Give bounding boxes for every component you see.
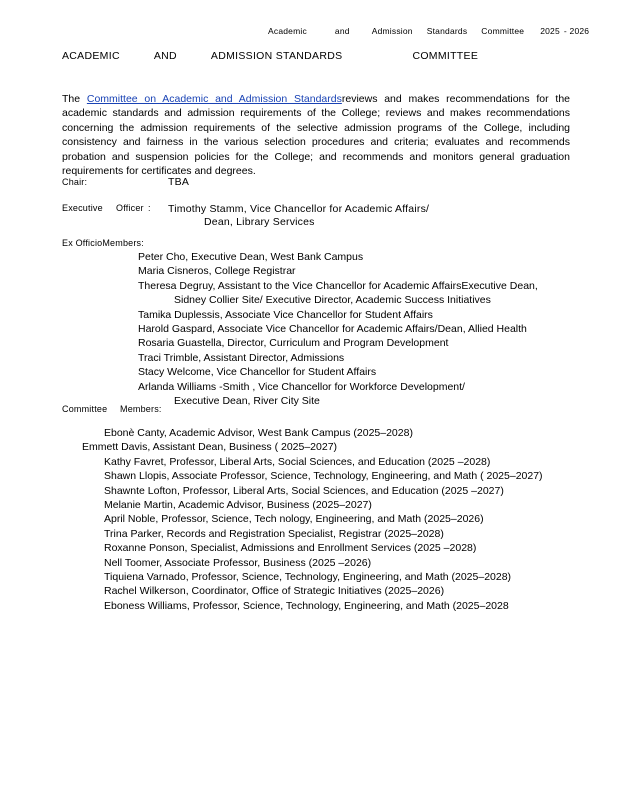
ex-officio-item: Arlanda Williams -Smith , Vice Chancellor for Workforce Development/ bbox=[138, 380, 465, 393]
committee-member-item: Eboness Williams, Professor, Science, Technology, Engineering, and Math (2025–2028 bbox=[104, 599, 509, 612]
running-header-part-6: - 2026 bbox=[563, 26, 590, 36]
committee-members-list bbox=[82, 426, 543, 613]
page-title-part-1: AND bbox=[153, 50, 177, 62]
executive-officer-line1: Timothy Stamm, Vice Chancellor for Academic Affairs/ bbox=[168, 203, 430, 215]
running-header-part-3: Standards bbox=[426, 26, 468, 36]
committee-link[interactable]: Committee on Academic and Admission Standards bbox=[86, 92, 342, 105]
committee-member-item: Rachel Wilkerson, Coordinator, Office of Strategic Initiatives (2025–2026) bbox=[104, 585, 445, 598]
ex-officio-item: Theresa Degruy, Assistant to the Vice Chancellor for Academic AffairsExecutive Dean, bbox=[138, 279, 538, 292]
committee-member-item: Tiquiena Varnado, Professor, Science, Technology, Engineering, and Math (2025–2028) bbox=[104, 571, 512, 584]
ex-officio-list bbox=[138, 250, 538, 408]
running-header-part-2: Admission bbox=[371, 26, 413, 36]
executive-officer-label2: Officer bbox=[116, 203, 144, 213]
chair-value: TBA bbox=[168, 176, 190, 188]
running-header-part-4: Committee bbox=[481, 26, 525, 36]
intro-prefix: The bbox=[62, 92, 87, 105]
committee-member-item: Kathy Favret, Professor, Liberal Arts, Social Sciences, and Education (2025 –2028) bbox=[104, 455, 491, 468]
page-title-part-0: ACADEMIC bbox=[62, 50, 120, 62]
running-header bbox=[268, 26, 590, 36]
running-header-part-1: and bbox=[334, 26, 350, 36]
running-header-part-5: 2025 bbox=[540, 26, 560, 36]
intro-body: reviews and makes recommendations for the academic standards and admission requirements of the College; reviews and makes recommendations concerning the admission requirements of the selective admission programs of the College, including consistency and fairness in the various selection procedures and criteria; evaluates and recommends probation and suspension policies for the College; and recommends and monitors general graduation requirements for certificates and degrees. bbox=[62, 92, 570, 178]
page-title bbox=[62, 50, 478, 62]
committee-members-label: Committee bbox=[62, 404, 108, 414]
chair-label: Chair: bbox=[62, 177, 88, 187]
ex-officio-item: Stacy Welcome, Vice Chancellor for Student Affairs bbox=[138, 366, 377, 379]
committee-member-item: Nell Toomer, Associate Professor, Business (2025 –2026) bbox=[104, 556, 372, 569]
committee-member-item: Roxanne Ponson, Specialist, Admissions and Enrollment Services (2025 –2028) bbox=[104, 542, 477, 555]
ex-officio-item: Maria Cisneros, College Registrar bbox=[138, 265, 296, 278]
ex-officio-item: Executive Dean, River City Site bbox=[174, 395, 320, 408]
ex-officio-item: Traci Trimble, Assistant Director, Admissions bbox=[138, 351, 345, 364]
ex-officio-item: Sidney Collier Site/ Executive Director, Academic Success Initiatives bbox=[174, 294, 491, 307]
committee-member-item: Ebonè Canty, Academic Advisor, West Bank Campus (2025–2028) bbox=[104, 427, 413, 439]
intro-paragraph bbox=[62, 92, 570, 180]
ex-officio-item: Peter Cho, Executive Dean, West Bank Campus bbox=[138, 251, 364, 263]
committee-members-label2: Members: bbox=[120, 404, 162, 414]
ex-officio-label: Ex OfficioMembers: bbox=[62, 238, 144, 248]
page-title-part-2: ADMISSION STANDARDS bbox=[210, 50, 343, 62]
running-header-part-0: Academic bbox=[268, 26, 307, 36]
ex-officio-item: Harold Gaspard, Associate Vice Chancellor for Academic Affairs/Dean, Allied Health bbox=[138, 323, 527, 336]
committee-member-item: Melanie Martin, Academic Advisor, Business (2025–2027) bbox=[104, 499, 372, 512]
committee-member-item: April Noble, Professor, Science, Tech nology, Engineering, and Math (2025–2026) bbox=[104, 513, 484, 526]
executive-officer-line2: Dean, Library Services bbox=[204, 216, 315, 228]
executive-officer-colon: : bbox=[148, 203, 151, 213]
committee-member-item: Emmett Davis, Assistant Dean, Business ( 2025–2027) bbox=[82, 441, 338, 454]
committee-member-item: Shawn Llopis, Associate Professor, Science, Technology, Engineering, and Math ( 2025–2027) bbox=[104, 470, 543, 483]
committee-member-item: Shawnte Lofton, Professor, Liberal Arts, Social Sciences, and Education (2025 –2027) bbox=[104, 484, 504, 497]
page-title-part-3: COMMITTEE bbox=[412, 50, 479, 62]
executive-officer-label: Executive bbox=[62, 203, 103, 213]
ex-officio-item: Rosaria Guastella, Director, Curriculum and Program Development bbox=[138, 337, 449, 350]
committee-member-item: Trina Parker, Records and Registration Specialist, Registrar (2025–2028) bbox=[104, 527, 444, 540]
ex-officio-item: Tamika Duplessis, Associate Vice Chancellor for Student Affairs bbox=[138, 308, 433, 321]
